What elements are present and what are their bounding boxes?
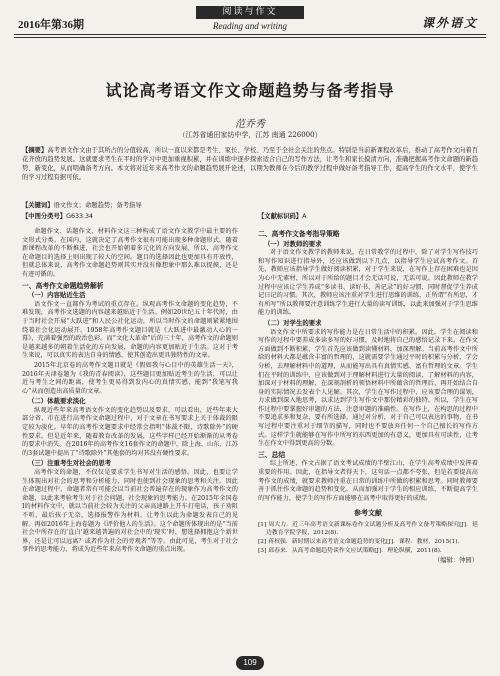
references-heading: 参考文献 [354, 509, 382, 518]
header-section-en: Reading and writing [213, 21, 287, 31]
right-column-paragraph: 语文作文中所要求的写作能力是在日常生活中的积累。因此，学生在阅读和写作的过程中要养成多读多写的好习惯，及时地将自己的感悟记录下来。在作文方面做到不断积累，学生首先应该做到读懂材料，加深理解。当前高考作文中所给的材料大都是蕴含丰富的哲理的，这就需要学生通过平时的积累与分析，学会分析，去理解材料中的道理，从而能写出具有真情实感、富有哲理的文章。学生们在平时的训练中，应该做到对于理解材料进行大量的阅读，了解材料的内容，加深对于材料的理解，在深刻剖析的领悟材料中所蕴含的哲理后，再开始结合自身的实际情况去发表个人见解。其次，学生在写作过程中，应该要合理的谋划，力求做到深入地思考，以求达到学生写作文中那份精彩的独特。所以，学生在写作过程中要掌握好审题的方法，注意审题的准确性。在写作上，在构思的过程中不要追求多和复杂，要有所选择，通过对分析，对于自己可以表达的事物，在书写过程中要注重对于细节的描写，同时也不要放弃任何一个自己擅长的写作方式。这样学生就能够在写作中所写的东西更加的有意义，更加具有可读性，让考生在作文中得到更高的分数。 [258, 328, 478, 448]
right-column-heading: 三、总结 [258, 450, 286, 459]
clc-value: G633.34 [66, 213, 93, 220]
doc-value: A [302, 213, 307, 220]
reference-item: [1] 周大力．近三年高考语文新课标卷作文试题分析及高考作文备考策略探究[J]．延边教育学院学报，2012(8)． [258, 522, 478, 536]
right-column-paragraph: 对于语文作文教学的教师来说，在日常教学的过程中，除了对学生写作技巧和写作知识进行指导外，还应该做到以下几点，以指导学生应试高考作文。首先，教师应该指导学生做好阅读积累，对于学生来说，在写作上存在困难也是因为心中无素材，所以对于所给的题目才会无话可说，无话可说。因此教师在教学过程中应该让学生养成“多读书、读好书、善记录”的好习惯，同时督促学生养成记日记的习惯。其次，教师应该注重对学生进行思维的训练，正所谓“有所思，才有所写”所以教师要注意训练学生进行大量的读写训练，以此来加强对于学生思维能力的训练。 [258, 249, 478, 317]
left-column-paragraph: 2015年北京卷的高考作文题目就是《假如我与心目中的英雄生活一天》，2016年天津卷题为《我的青春阅读》，这些题目更加贴近考生的生活，可以让近与考生之间的距离，使考生更易得到发内心的真情实感，能到“我笔写我心”从而创造出高质量的文章。 [22, 361, 238, 395]
right-column-body [258, 230, 478, 503]
header-section-cn: 阅读与作文 [196, 6, 304, 19]
header-rule-double [14, 37, 486, 38]
keywords [22, 200, 142, 209]
header-issue: 2016年第36期 [18, 19, 84, 31]
clc-label: 【中图分类号】 [22, 213, 67, 220]
left-column-heading: （一）内容贴近生活 [28, 291, 86, 300]
left-column-paragraph: 命题作文、话题作文、材料作文这三种构成了语文作文教学中最主要的作文形式分类。在国内，这就决定了高考作文很有可能出现多种命题形式。随着新课程改革的不断推进，社会也开始朝着多元化的方向发展，所以，高考作文在命题目的选择上则出现了较大的空间。题目的选择因此也更加具有开放性，但就总体来说，高考作文命题趋势则其实并没有像想象中那么难以捉摸，还是有迹可循的。 [22, 228, 238, 278]
right-column-heading: 二、高考作文备考指导策略 [258, 230, 340, 238]
right-column [258, 228, 478, 566]
doc-label: 【文献标识码】 [258, 213, 303, 220]
right-column-heading: （二）对学生的要求 [264, 318, 322, 327]
author-affiliation: （江苏省通田家纺中学，江苏 南通 226000） [178, 131, 322, 139]
abstract-text: 高考语文作文由于其所占的分值较高，所以一直以来都是考生、家长、学校、乃至于全社会关注的焦点。特别是当前新课程改革后，推动了高考作文向着百花齐放的趋势发展。这就要求考生在平时的学习中更加重视积累，并在训练中逐步探索适合自己的写作方法，让考生和家长摸清方向，准确把握高考作文命题的新趋势、新变化，从而明确备考方向。本文将对近年来高考作文的命题趋势展开论述，以期为教师在今后的教学过程中做好备考指导工作，提高学生的作文水平，使学生的学习过程有据可依。 [22, 147, 479, 181]
reference-list [258, 521, 478, 555]
reference-item: [2] 蒋权强．新时期以来高考语文命题趋势的变化[J]．课程．教材，2015(1)． [258, 539, 464, 545]
header-rule [14, 34, 486, 35]
doc-code [258, 211, 306, 220]
journal-logo: 课外语文 [421, 16, 478, 30]
keywords-label: 【关键词】 [22, 202, 54, 209]
left-column-heading: （二）体裁要求淡化 [28, 397, 86, 406]
page-number: 109 [236, 656, 264, 670]
editor-note: （编辑：钟园） [433, 557, 478, 564]
clc-number [22, 211, 93, 220]
abstract [22, 146, 478, 182]
right-column-paragraph: 综上所述，作文占据了语文考试成绩的半壁江山，在学生高考成绩中发挥着重要的作用。因此，在指导文者得天下，这句话一点都不夸张，但是若要提高高考作文的成绩，就要求教师注重在日常的训练中所做的积累和思考。同时教师要善于抓住作文命题的趋势和变化，从而加强对于学生的相应训练，不断提高学生的写作能力，使学生的写作方面能够在高考中取得更好的成绩。 [258, 460, 478, 502]
left-column-heading: （三）注重考生对社会的思考 [28, 459, 112, 468]
left-column-paragraph: 语文作文一直都作为考试的重点存在。纵观高考作文命题的变化趋势，不难发现，高考作文选题的内容越来越贴近于生活。例如20世纪五十年代时，由于当时社会开展“大跃进”和人民公社化运动，所以当时作文的命题则紧紧地围绕着社会化运动展开。1958年高考作文题目就是《大跃进中最激动人心的一幕》，充满着强烈的政治色彩。而“文化大革命”后的三十年，高考作文的命题则是越来越多的朝着生活化的方向发展，命题的内容更加贴近于生活。这对于考生来说，可以真实的表达自身的情感，使其创造出更具独特性的文章。 [22, 300, 238, 360]
author-name: 范乔秀 [235, 119, 265, 130]
left-column-heading: 一、高考作文命题趋势解析 [22, 281, 104, 290]
left-column-paragraph: 纵观近些年来高考语文作文的变化趋势以及要求，可以看出，近些年来大部分省、市在进行高考作文命题过程中，对于文章在书写要求上关于体裁的限定较为淡化。早年的高考作文题要求中经常会指明“体裁不限，诗歌除外”的硬性要求。但是近年来，随着教育改革的发展，这些字样已经开始渐渐的从考卷的要求中消失。在2016年的高考作文16套作文的命题中，除上海、山东、江苏的3套试题中提出了“诗歌除外”其他套的均对其没有硬性要求。 [22, 406, 238, 457]
left-column [22, 228, 238, 556]
reference-item: [3] 邱春来．从高考命题趋势谈作文应试策略[J]．理论纵横，2011(8)． [258, 548, 446, 554]
right-column-heading: （一）对教师的要求 [264, 239, 322, 248]
keywords-text: 语文作文；命题趋势；备考指导 [53, 202, 142, 209]
abstract-label: 【摘要】 [22, 147, 48, 154]
left-column-paragraph: 高考作文的命题，不仅仅是要求学生书写对生活的感悟。因此，也要让学生体现出对社会的思考和分析能力，同时也使到社会现象的思考和关注。因此在命题过程中，命题者常有可能会以当前社会普遍存在的现象作为高考作文的命题，以此来考验考生对于社会问题，社会现象的思考能力。在2015年全国卷Ⅰ的材料作文中，就以当前社会较为关注的父亲高速路上开车打电话，孩子劝阻不听，最后孩子无奈，选择报警作为材料，让考生以此为命题发表自己的见解。再如2016年上海卷题为《评价他人的生活》。这个命题所体现出的是“当前社会中所存在的'直白'越来越普遍的对社会中的'现实'时，想选择拥抱这个新世界，还是让可以远离？或者作为社会的旁观者”等等。由此可见，考生对于社会事件的思考能力，将成为近些年来高考作文命题的重点出现。 [22, 469, 238, 554]
article-title: 试论高考语文作文命题趋势与备考指导 [105, 81, 395, 100]
